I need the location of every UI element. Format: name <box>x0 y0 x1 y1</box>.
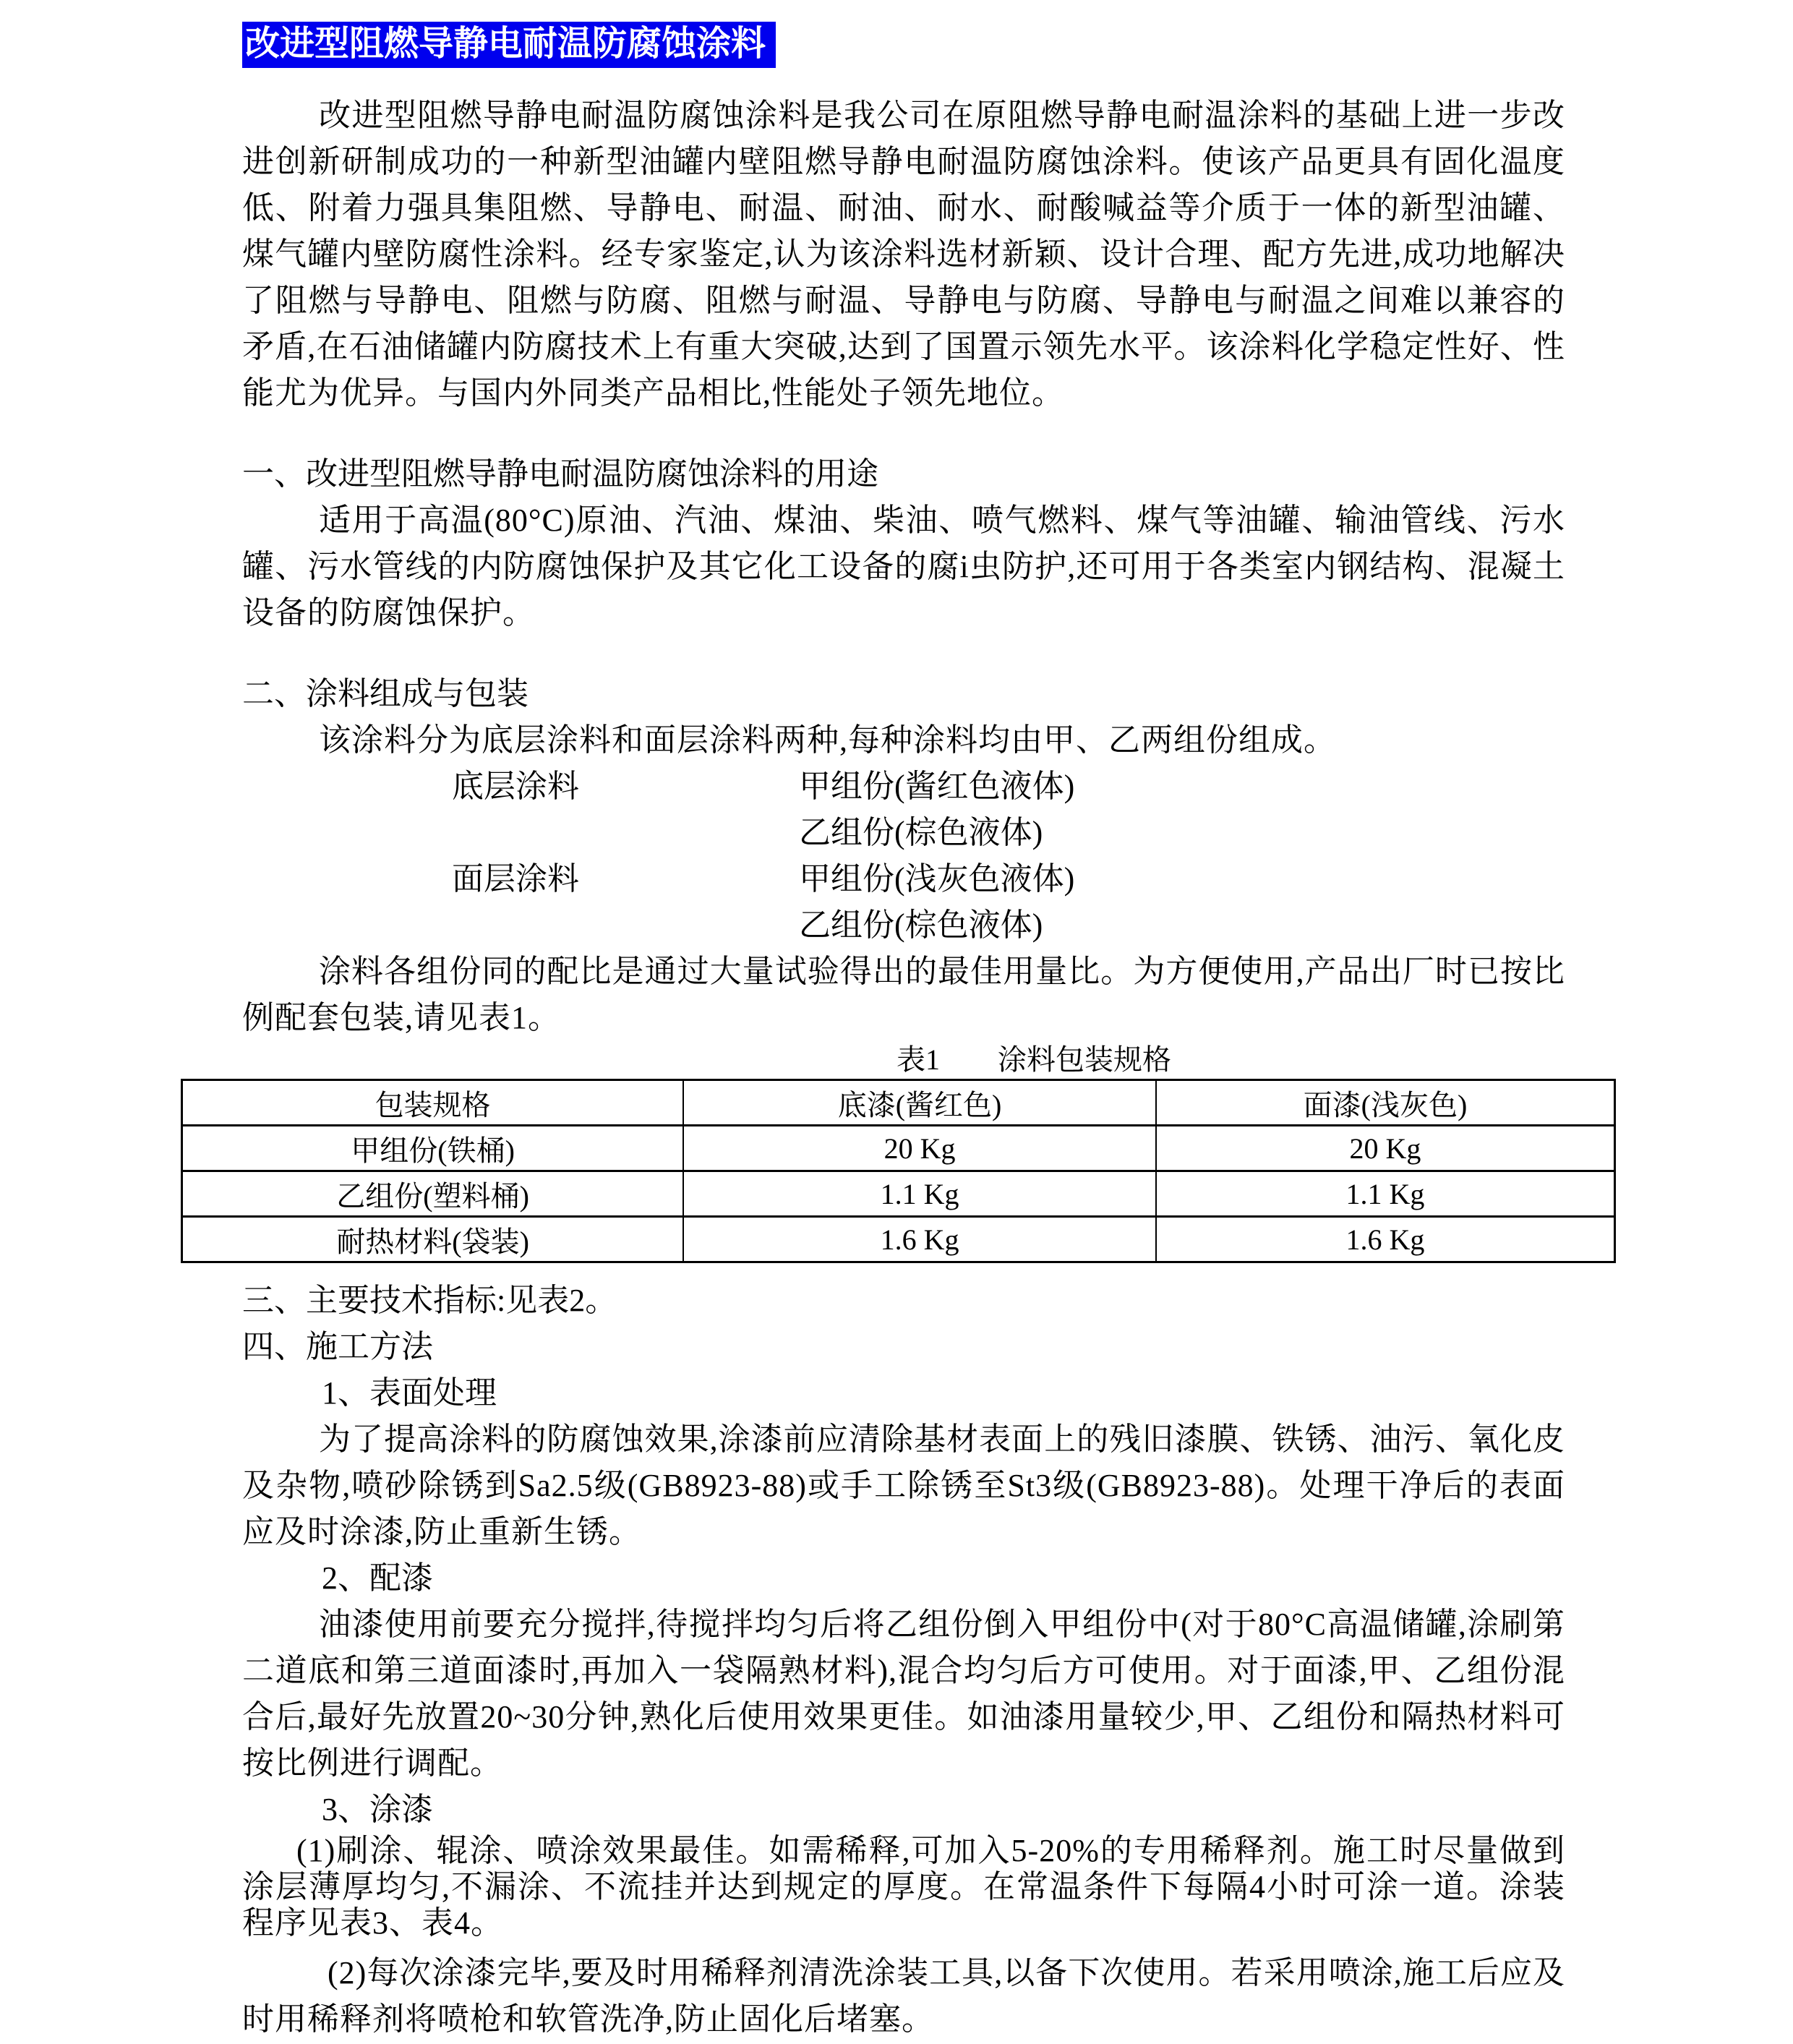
header-cell: 包装规格 <box>182 1080 684 1126</box>
section4-sub3-paragraph1: (1)刷涂、辊涂、喷涂效果最佳。如需稀释,可加入5-20%的专用稀释剂。施工时尽量做到涂层薄厚均匀,不漏涂、不流挂并达到规定的厚度。在常温条件下每隔4小时可涂一道。涂装程序见表3、表4。 <box>242 1833 1565 1941</box>
component-label: 底层涂料 <box>452 769 579 804</box>
section2-body2: 涂料各组份同的配比是通过大量试验得出的最佳用量比。为方便使用,产品出厂时已按比例配套包装,请见表1。 <box>242 954 1565 1035</box>
section1-body: 适用于高温(80°C)原油、汽油、煤油、柴油、喷气燃料、煤气等油罐、输油管线、污水罐、污水管线的内防腐蚀保护及其它化工设备的腐i虫防护,还可用于各类室内钢结构、混凝土设备的防腐蚀保护。 <box>242 503 1565 630</box>
section4-heading: 四、施工方法 <box>242 1329 433 1364</box>
component-row-primer-b <box>242 810 1565 856</box>
header-cell: 底漆(酱红色) <box>683 1080 1156 1126</box>
table-cell: 乙组份(塑料桶) <box>182 1171 684 1217</box>
table-row <box>182 1126 1615 1171</box>
table-cell: 甲组份(铁桶) <box>182 1126 684 1171</box>
header-cell: 面漆(浅灰色) <box>1156 1080 1615 1126</box>
component-row-topcoat-b <box>242 902 1565 949</box>
table-cell: 20 Kg <box>683 1126 1156 1171</box>
section1-heading: 一、改进型阻燃导静电耐温防腐蚀涂料的用途 <box>242 456 878 492</box>
packaging-spec-table <box>181 1079 1616 1263</box>
section4-sub1-heading: 1、表面处理 <box>322 1375 497 1411</box>
section4-sub3-heading: 3、涂漆 <box>322 1792 433 1827</box>
page-title: 改进型阻燃导静电耐温防腐蚀涂料 <box>242 22 776 68</box>
title-row <box>242 22 1565 75</box>
section4-sub1-body: 为了提高涂料的防腐蚀效果,涂漆前应清除基材表面上的残旧漆膜、铁锈、油污、氧化皮及杂物,喷砂除锈到Sa2.5级(GB8923-88)或手工除锈至St3级(GB8923-88)。处理干净后的表面应及时涂漆,防止重新生锈。 <box>242 1421 1565 1549</box>
section4-sub2-heading: 2、配漆 <box>322 1560 433 1596</box>
intro-paragraph: 改进型阻燃导静电耐温防腐蚀涂料是我公司在原阻燃导静电耐温涂料的基础上进一步改进创新研制成功的一种新型油罐内壁阻燃导静电耐温防腐蚀涂料。使该产品更具有固化温度低、附着力强具集阻燃、导静电、耐温、耐油、耐水、耐酸喊益等介质于一体的新型油罐、煤气罐内壁防腐性涂料。经专家鉴定,认为该涂料选材新颖、设计合理、配方先进,成功地解决了阻燃与导静电、阻燃与防腐、阻燃与耐温、导静电与防腐、导静电与耐温之间难以兼容的矛盾,在石油储罐内防腐技术上有重大突破,达到了国置示领先水平。该涂料化学稳定性好、性能尤为优异。与国内外同类产品相比,性能处子领先地位。 <box>242 98 1565 411</box>
table-cell: 1.6 Kg <box>683 1217 1156 1262</box>
table-row <box>182 1171 1615 1217</box>
table-cell: 20 Kg <box>1156 1126 1615 1171</box>
table-cell: 1.1 Kg <box>683 1171 1156 1217</box>
section2-body: 该涂料分为底层涂料和面层涂料两种,每种涂料均由甲、乙两组份组成。 <box>319 722 1336 758</box>
table1-caption: 表1 涂料包装规格 <box>896 1043 1171 1076</box>
section4-sub2-body: 油漆使用前要充分搅拌,待搅拌均匀后将乙组份倒入甲组份中(对于80°C高温储罐,涂刷第二道底和第三道面漆时,再加入一袋隔熟材料),混合均匀后方可使用。对于面漆,甲、乙组份混合后,最好先放置20~30分钟,熟化后使用效果更佳。如油漆用量较少,甲、乙组份和隔热材料可按比例进行调配。 <box>242 1607 1565 1781</box>
component-value: 乙组份(棕色液体) <box>799 815 1043 850</box>
component-row-topcoat-a <box>242 856 1565 902</box>
component-value: 甲组份(酱红色液体) <box>799 769 1075 804</box>
table-cell: 1.1 Kg <box>1156 1171 1615 1217</box>
document-content <box>242 0 1565 2043</box>
table-header-row <box>182 1080 1615 1126</box>
section3-heading: 三、主要技术指标:见表2。 <box>242 1283 617 1318</box>
section4-sub3-paragraph2: (2)每次涂漆完毕,要及时用稀释剂清洗涂装工具,以备下次使用。若采用喷涂,施工后应及时用稀释剂将喷枪和软管洗净,防止固化后堵塞。 <box>242 1955 1565 2037</box>
table-cell: 1.6 Kg <box>1156 1217 1615 1262</box>
section2-heading: 二、涂料组成与包装 <box>242 676 529 711</box>
component-label: 面层涂料 <box>452 861 579 897</box>
component-row-primer-a <box>242 764 1565 810</box>
component-value: 甲组份(浅灰色液体) <box>799 861 1075 897</box>
component-value: 乙组份(棕色液体) <box>799 907 1043 943</box>
table-row <box>182 1217 1615 1262</box>
table-cell: 耐热材料(袋装) <box>182 1217 684 1262</box>
